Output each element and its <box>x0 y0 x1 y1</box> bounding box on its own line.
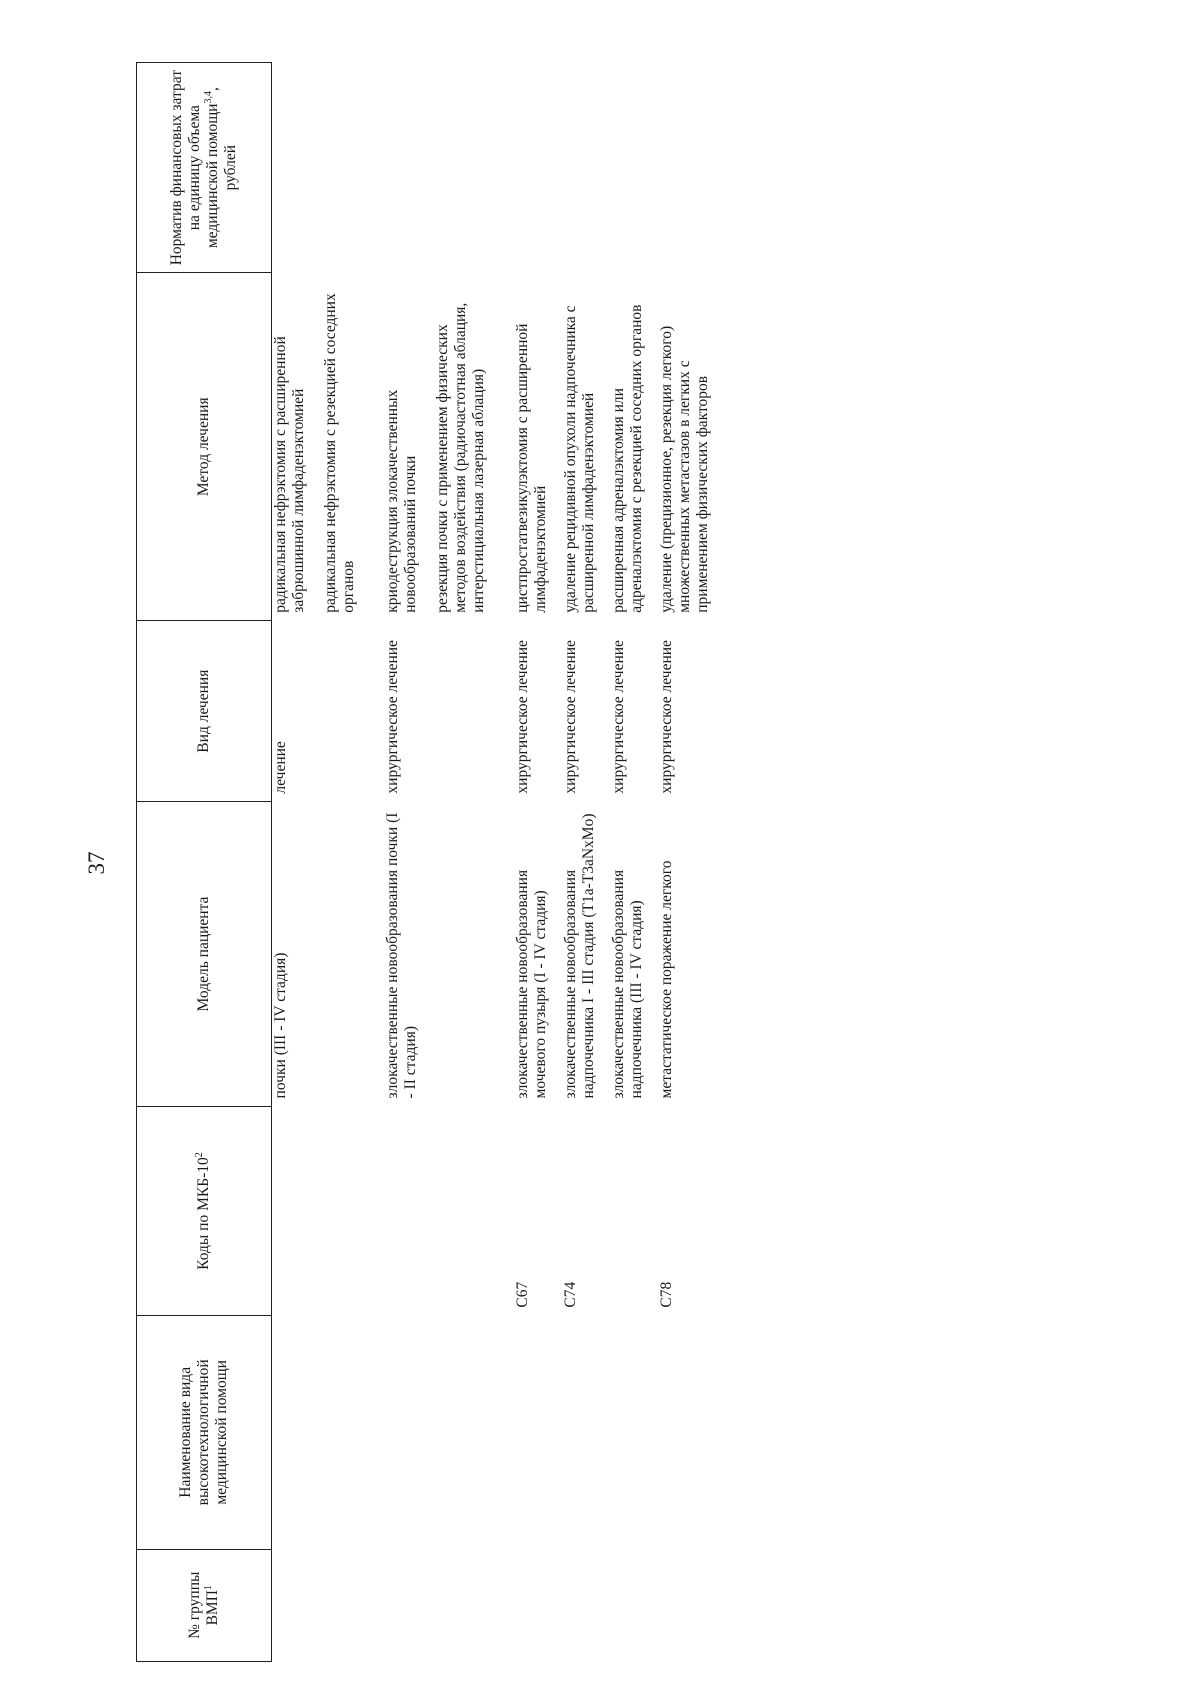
cell-kind: хирургическое лечение <box>658 640 675 794</box>
header-icd-codes: Коды по МКБ-$10^2$ <box>137 1106 272 1315</box>
method-item: резекция почки с применением физических методов воздействия (радиочастотная аблация, интерстициальная лазерная аблация) <box>434 302 487 613</box>
cell-method <box>384 273 514 621</box>
cell-kind: лечение <box>272 741 289 794</box>
header-care-type-name: Наименование вида высокотехнологичной медицинской помощи <box>137 1316 272 1549</box>
header-group-number: № группы ВМП$^1$ <box>137 1549 272 1661</box>
cell-method: удаление рецидивной опухоли надпочечника с расширенной лимфаденэктомией <box>562 305 597 613</box>
cell-icd-code: C74 <box>562 1281 579 1308</box>
cell-model: метастатическое поражение легкого <box>658 860 675 1099</box>
cell-method: расширенная адреналэктомия или адреналэктомия с резекцией соседних органов <box>610 304 645 613</box>
cell-model: почки (III - IV стадия) <box>272 952 289 1099</box>
header-cost-norm: Норматив финансовых затрат на единицу объема медицинской помощи$^{3,4}$, рублей <box>137 63 272 273</box>
cell-icd-code: C67 <box>514 1281 531 1308</box>
cell-method: удаление (прецизионное, резекция легкого) множественных метастазов в легких с применением физических факторов <box>658 325 711 613</box>
method-item: радикальная нефрэктомия с расширенной забрюшинной лимфаденэктомией <box>272 336 307 613</box>
page-number: 37 <box>84 851 109 875</box>
table-header-row <box>137 63 272 1662</box>
cell-model: злокачественные новообразования почки (I - II стадия) <box>384 812 419 1099</box>
table-row <box>272 63 385 1662</box>
cell-method <box>272 273 385 621</box>
cell-kind: хирургическое лечение <box>514 640 531 794</box>
cell-kind: хирургическое лечение <box>562 640 579 794</box>
method-item: радикальная нефрэктомия с резекцией соседних органов <box>322 293 357 613</box>
header-treatment-kind: Вид лечения <box>137 621 272 802</box>
cell-model: злокачественные новообразования мочевого пузыря (I - IV стадия) <box>514 869 549 1099</box>
cell-icd-code: C78 <box>658 1281 675 1308</box>
table-row <box>384 63 514 1662</box>
table-row <box>562 63 610 1662</box>
table-row <box>514 63 562 1662</box>
method-item: криодеструкция злокачественных новообразований почки <box>384 389 419 613</box>
cell-kind: хирургическое лечение <box>384 640 401 794</box>
header-patient-model: Модель пациента <box>137 802 272 1107</box>
treatment-methods-table <box>136 62 736 1662</box>
table-end-rule <box>724 63 736 1662</box>
cell-model: злокачественные новообразования надпочечника (III - IV стадия) <box>610 869 645 1099</box>
rotated-page-content <box>136 62 1200 1662</box>
header-treatment-method: Метод лечения <box>137 273 272 621</box>
cell-method: цистпростатвезикулэктомия с расширенной лимфаденэктомией <box>514 323 549 613</box>
table-row <box>610 63 658 1662</box>
table-row <box>658 63 724 1662</box>
cell-kind: хирургическое лечение <box>610 640 627 794</box>
cell-model: злокачественные новообразования надпочечника I - III стадия (T1a-T3aNxMo) <box>562 813 597 1099</box>
